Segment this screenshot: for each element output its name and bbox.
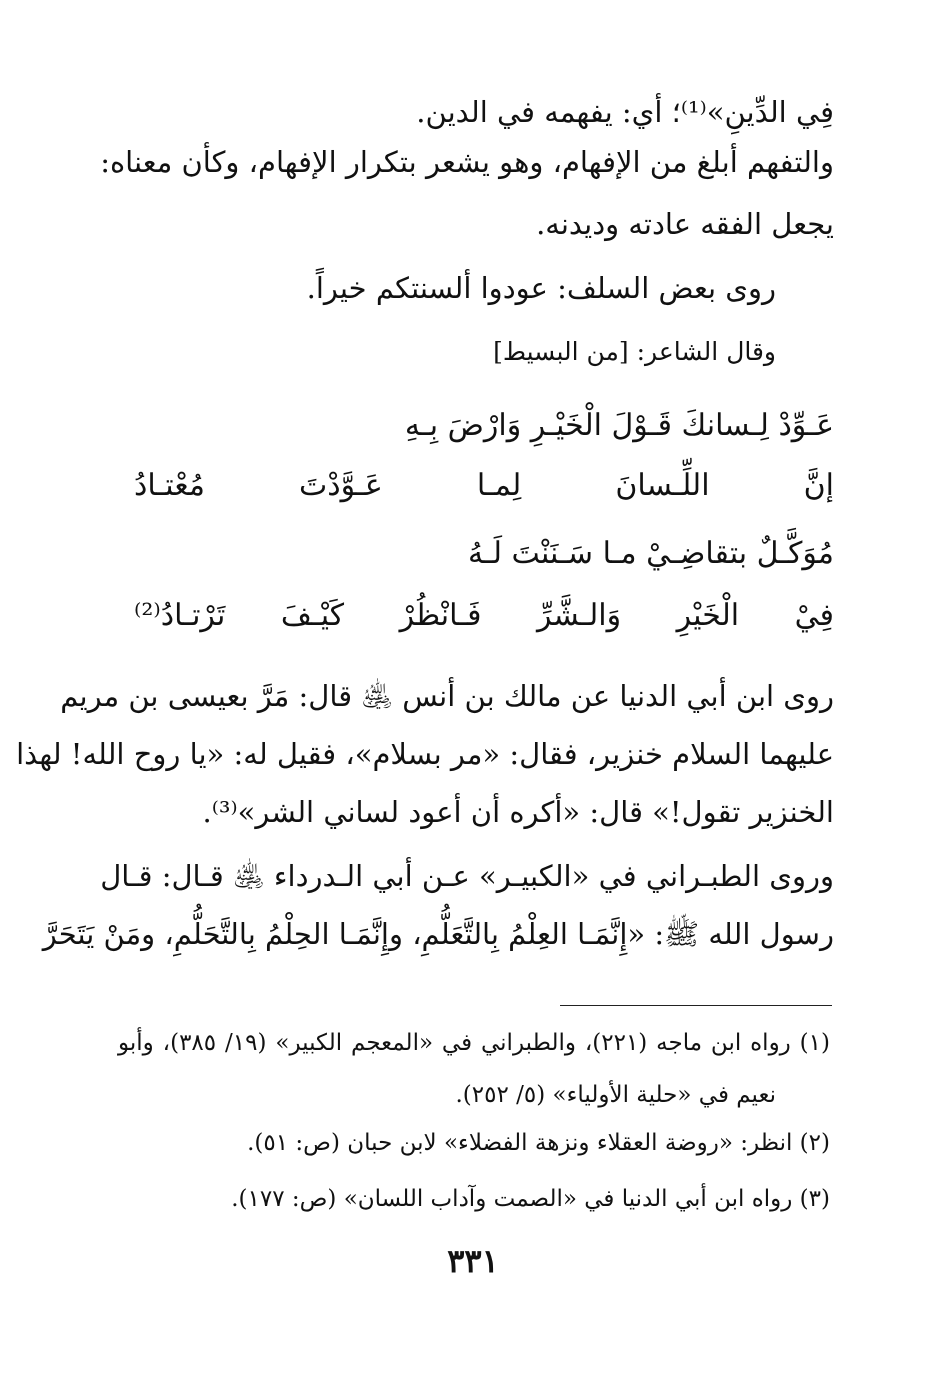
poem-line-2: إنَّ اللِّـسانَ لِمـا عَـوَّدْتَ مُعْتـادُ <box>134 468 834 503</box>
footnote-divider <box>560 1005 832 1006</box>
footnote-3: (٣) رواه ابن أبي الدنيا في «الصمت وآداب اللسان» (ص: ١٧٧). <box>231 1186 830 1212</box>
body-line-4: روى بعض السلف: عودوا ألسنتكم خيراً. <box>306 271 776 305</box>
footnote-1-line-1: (١) رواه ابن ماجه (٢٢١)، والطبراني في «المعجم الكبير» (١٩/ ٣٨٥)، وأبو <box>118 1030 830 1056</box>
body2-line-2: عليهما السلام خنزير، فقال: «مر بسلام»، فقيل له: «يا روح الله! لهذا <box>16 737 834 771</box>
page-number: ٣٣١ <box>447 1242 499 1280</box>
body2-line-3: الخنزير تقول!» قال: «أكره أن أعود لساني الشر»⁽³⁾. <box>202 795 834 829</box>
poem-line-3: مُوَكَّـلٌ بتقاضِـيْ مـا سَـنَنْتَ لَـهُ <box>468 536 834 571</box>
body2-line-5: رسول الله ﷺ: «إِنَّمَـا العِلْمُ بِالتَّعَلُّمِ، وإِنَّمَـا الحِلْمُ بِالتَّحَلُّمِ، ومَنْ يَتَحَرَّ <box>42 917 834 951</box>
body-line-5: وقال الشاعر: [من البسيط] <box>493 337 776 366</box>
body2-line-4: وروى الطبـراني في «الكبيـر» عـن أبي الـدرداء ﵁ قـال: قـال <box>100 859 834 893</box>
footnote-2: (٢) انظر: «روضة العقلاء ونزهة الفضلاء» لابن حبان (ص: ٥١). <box>247 1130 830 1156</box>
body-line-1: فِي الدِّينِ»⁽¹⁾؛ أي: يفهمه في الدين. <box>416 95 834 129</box>
poem-line-1: عَـوِّدْ لِـسانكَ قَـوْلَ الْخَيْـرِ وَارْضَ بِـهِ <box>404 408 834 443</box>
body-line-2: والتفهم أبلغ من الإفهام، وهو يشعر بتكرار الإفهام، وكأن معناه: <box>100 145 834 179</box>
poem-line-4: فِيْ الْخَيْرِ وَالـشَّرِّ فَـانْظُرْ كَيْـفَ تَرْتـادُ⁽²⁾ <box>134 598 834 633</box>
body-line-3: يجعل الفقه عادته وديدنه. <box>536 207 834 241</box>
body2-line-1: روى ابن أبي الدنيا عن مالك بن أنس ﵁ قال: مَرَّ بعيسى بن مريم <box>60 679 834 713</box>
footnote-1-line-2: نعيم في «حلية الأولياء» (٥/ ٢٥٢). <box>455 1082 776 1108</box>
